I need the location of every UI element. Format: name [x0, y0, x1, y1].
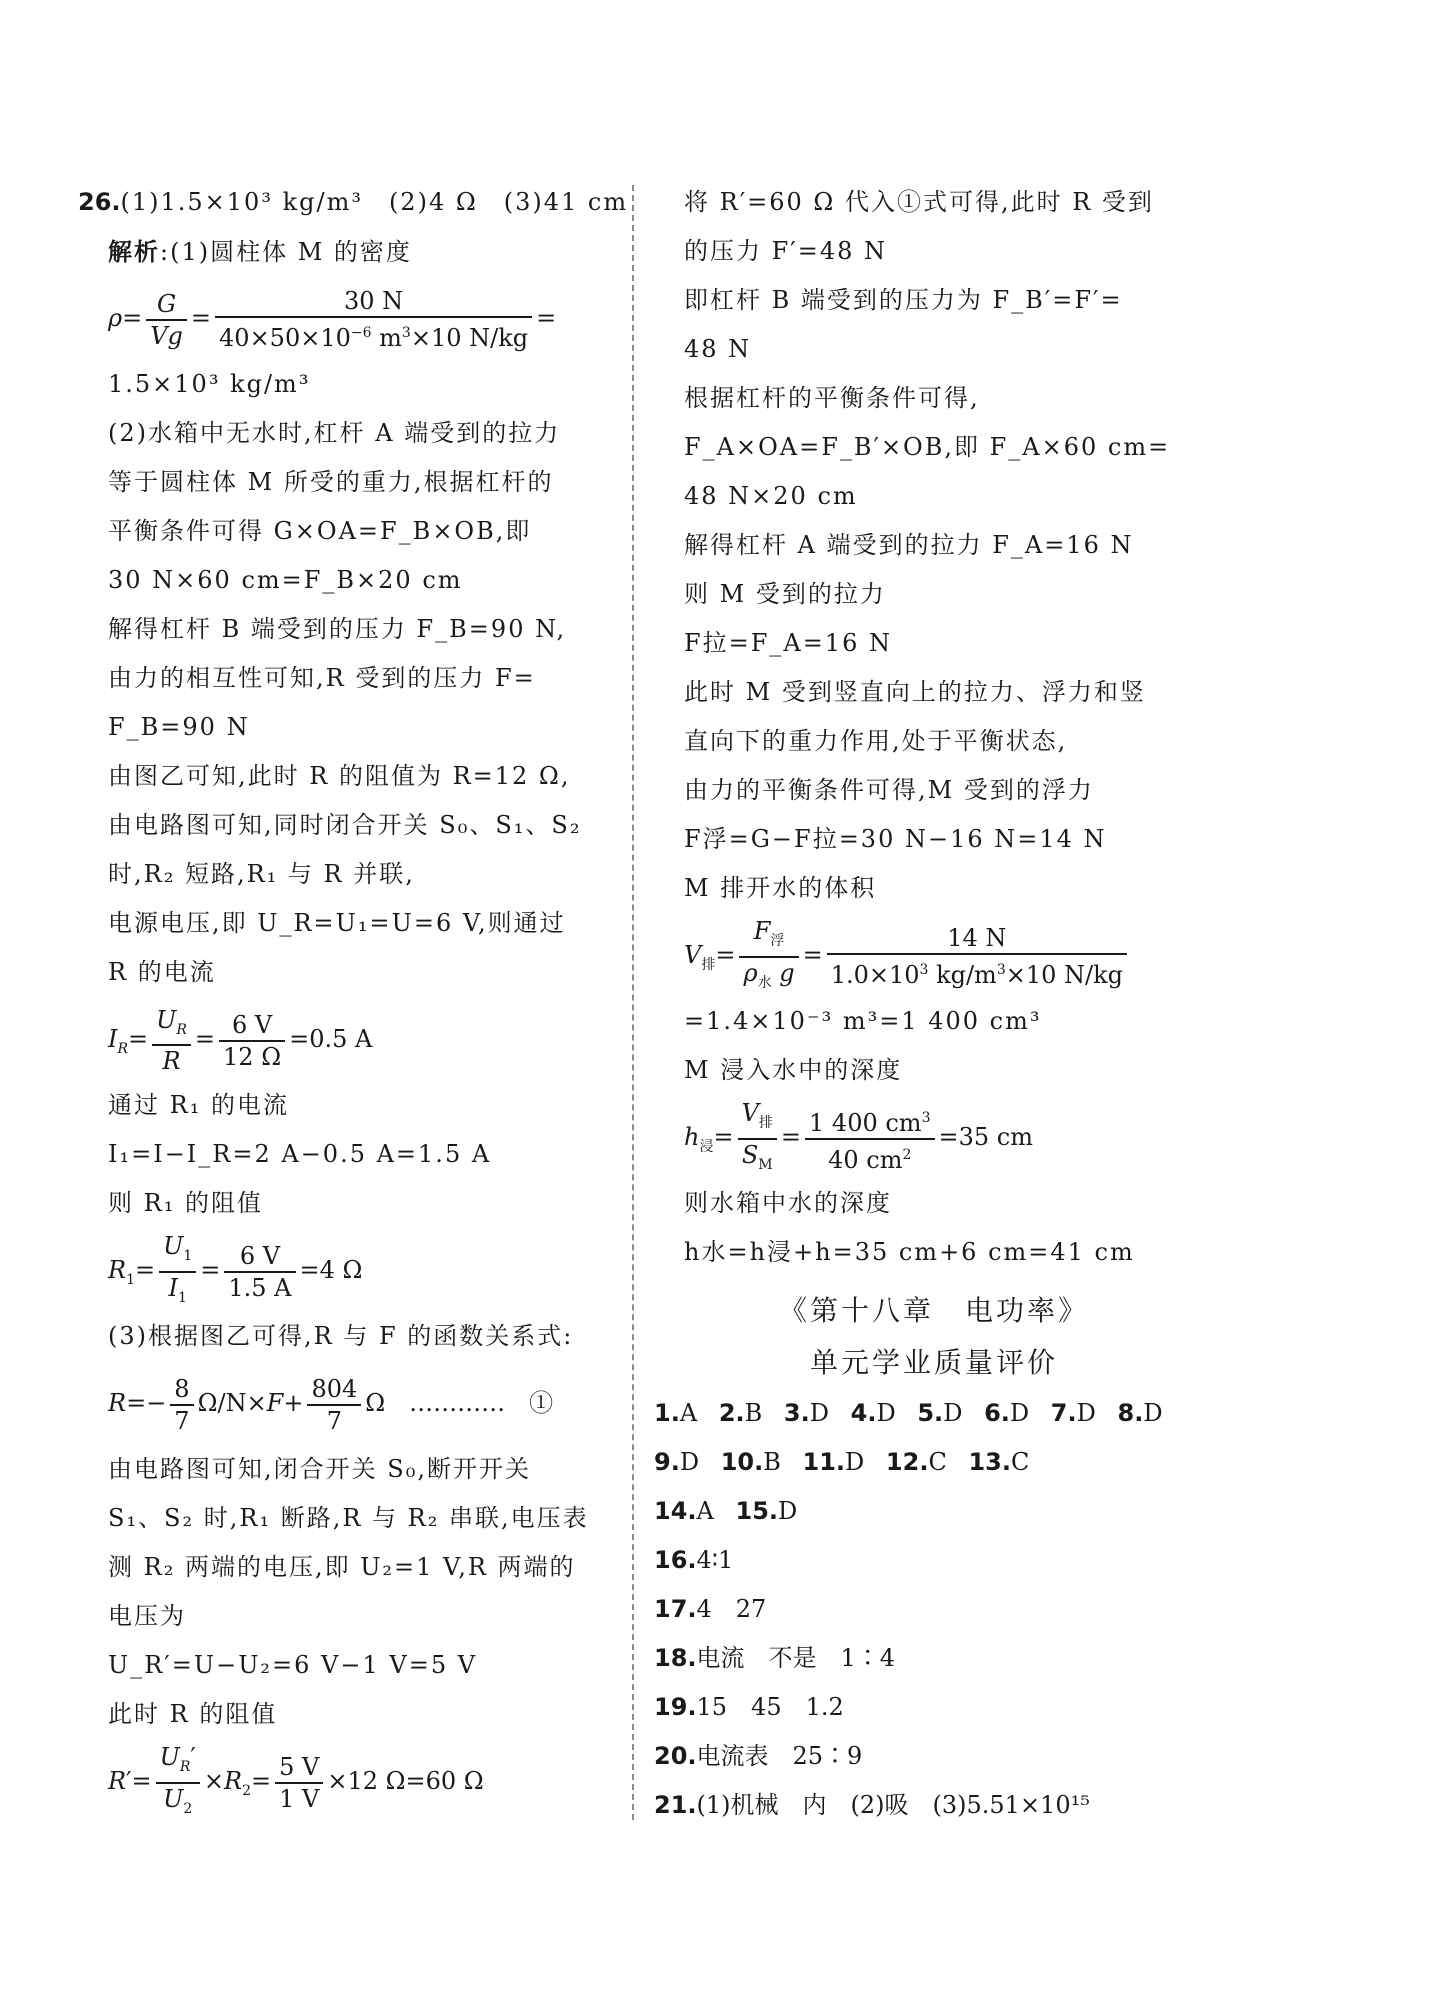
text-line: 由电路图可知,闭合开关 S₀,断开开关 — [108, 1455, 531, 1483]
right-text-lines — [654, 178, 1214, 913]
part3-lines — [78, 1445, 608, 1739]
text-line: 时,R₂ 短路,R₁ 与 R 并联, — [108, 860, 415, 888]
analysis-heading — [78, 227, 608, 276]
answer-value: D — [1076, 1399, 1096, 1427]
text-line: 等于圆柱体 M 所受的重力,根据杠杆的 — [108, 468, 554, 496]
text-line: 此时 R 的阻值 — [108, 1700, 278, 1728]
answer-number: 3. — [783, 1399, 810, 1427]
text-line: 由电路图可知,同时闭合开关 S₀、S₁、S₂ — [108, 811, 582, 839]
answer-value: D — [1009, 1399, 1030, 1427]
analysis-label: 解析 — [108, 237, 160, 266]
answer-number: 12. — [885, 1448, 929, 1476]
fill-answer-row — [654, 1585, 1214, 1634]
answer-value: B — [744, 1399, 763, 1427]
answer-number: 2. — [718, 1399, 745, 1427]
answer-value: D — [1143, 1399, 1163, 1427]
answer-number: 4. — [850, 1399, 877, 1427]
answer-value: D — [943, 1399, 963, 1427]
analysis-start: :(1)圆柱体 M 的密度 — [160, 238, 412, 266]
answer-number: 20. — [654, 1742, 697, 1770]
text-line: F浮=G−F拉=30 N−16 N=14 N — [684, 825, 1107, 853]
answer-row — [654, 1487, 1214, 1536]
text-line: R 的电流 — [108, 958, 216, 986]
function-formula: R=− $\frac{8}{7}$ Ω/N×F+ $\frac{804}{7}$ Ω ………… ① — [108, 1374, 554, 1435]
left-column — [78, 178, 629, 1823]
text-line: M 排开水的体积 — [684, 874, 877, 902]
text-line: 由力的相互性可知,R 受到的压力 F= — [108, 664, 536, 692]
fill-answer-row — [654, 1634, 1214, 1683]
answer-value: 4 27 — [696, 1595, 767, 1623]
answer-value: A — [679, 1399, 698, 1427]
right-column — [654, 178, 1214, 1830]
text-line: 由力的平衡条件可得,M 受到的浮力 — [684, 776, 1094, 804]
answer-number: 19. — [654, 1693, 697, 1721]
text-line: 的压力 F′=48 N — [684, 237, 888, 265]
answer-value: D — [679, 1448, 700, 1476]
text-line: S₁、S₂ 时,R₁ 断路,R 与 R₂ 串联,电压表 — [108, 1504, 589, 1532]
part3-line: (3)根据图乙可得,R 与 F 的函数关系式: — [108, 1322, 574, 1350]
text-line: 48 N×20 cm — [684, 482, 858, 510]
answer-number: 16. — [654, 1546, 697, 1574]
answer-number: 7. — [1050, 1399, 1077, 1427]
answer-value: B — [763, 1448, 781, 1476]
text-line: 平衡条件可得 G×OA=F_B×OB,即 — [108, 517, 532, 545]
answer-row — [654, 1389, 1214, 1438]
answer-value: C — [928, 1448, 947, 1476]
answer-number: 17. — [654, 1595, 697, 1623]
text-line: 解得杠杆 B 端受到的压力 F_B=90 N, — [108, 615, 567, 643]
vpai-result: =1.4×10⁻³ m³=1 400 cm³ — [684, 1007, 1042, 1035]
r1-label: 则 R₁ 的阻值 — [108, 1189, 263, 1217]
text-line: F拉=F_A=16 N — [684, 629, 893, 657]
answer-number: 10. — [720, 1448, 764, 1476]
answer-value: D — [845, 1448, 865, 1476]
text-line: F_A×OA=F_B′×OB,即 F_A×60 cm= — [684, 433, 1171, 461]
text-line: 测 R₂ 两端的电压,即 U₂=1 V,R 两端的 — [108, 1553, 576, 1581]
text-line: 48 N — [684, 335, 752, 363]
answer-value: 15 45 1.2 — [696, 1693, 844, 1721]
text-line: 电源电压,即 U_R=U₁=U=6 V,则通过 — [108, 909, 566, 937]
column-divider — [632, 185, 634, 1820]
chapter-subtitle: 单元学业质量评价 — [809, 1346, 1058, 1379]
q26-answer: (1)1.5×10³ kg/m³ (2)4 Ω (3)41 cm — [120, 188, 629, 216]
r1-formula: $R_1=$ $\frac{U_1}{I_1}$ = $\frac{6 V}{1.5 A}$ =4 Ω — [108, 1231, 363, 1306]
fill-answer-row — [654, 1536, 1214, 1585]
answer-value: 电流 不是 1∶4 — [696, 1644, 896, 1672]
answer-number: 18. — [654, 1644, 697, 1672]
answer-number: 5. — [917, 1399, 944, 1427]
answer-number: 15. — [735, 1497, 779, 1525]
answer-number: 14. — [654, 1497, 697, 1525]
answer-value: A — [696, 1497, 714, 1525]
question-number: 26. — [78, 188, 121, 216]
text-line: F_B=90 N — [108, 713, 250, 741]
answer-value: D — [876, 1399, 896, 1427]
ir-formula: $I_R=$ $\frac{U_R}{R}$ = $\frac{6 V}{12 \Omega}$ =0.5 A — [108, 1005, 373, 1076]
water-label: 则水箱中水的深度 — [684, 1189, 892, 1217]
answer-value: D — [778, 1497, 798, 1525]
answer-number: 9. — [654, 1448, 680, 1476]
through-r1: 通过 R₁ 的电流 — [108, 1091, 289, 1119]
text-line: (2)水箱中无水时,杠杆 A 端受到的拉力 — [108, 419, 561, 447]
answer-number: 21. — [654, 1791, 697, 1819]
answer-row — [654, 1438, 1214, 1487]
text-line: U_R′=U−U₂=6 V−1 V=5 V — [108, 1651, 478, 1679]
text-line: 此时 M 受到竖直向上的拉力、浮力和竖 — [684, 678, 1146, 706]
i1-equation: I₁=I−I_R=2 A−0.5 A=1.5 A — [108, 1140, 492, 1168]
text-line: 将 R′=60 Ω 代入①式可得,此时 R 受到 — [684, 188, 1154, 216]
answer-number: 8. — [1117, 1399, 1144, 1427]
fill-answer-row — [654, 1781, 1214, 1830]
answer-number: 6. — [984, 1399, 1010, 1427]
chapter-title: 《第十八章 电功率》 — [778, 1294, 1089, 1327]
answer-number: 11. — [802, 1448, 846, 1476]
text-line: 电压为 — [108, 1602, 186, 1630]
part2-lines — [78, 409, 608, 997]
answer-value: D — [809, 1399, 829, 1427]
answer-value: 电流表 25∶9 — [696, 1742, 863, 1770]
text-line: 30 N×60 cm=F_B×20 cm — [108, 566, 463, 594]
vpai-formula: $V_排=$ $\frac{F_浮}{\rho_水 g}$ = $\frac{14 N}{1.0\times 10^3 kg/m^3\times 10 N/kg}$ — [654, 913, 1214, 997]
answer-number: 13. — [968, 1448, 1011, 1476]
text-line: 解得杠杆 A 端受到的拉力 F_A=16 N — [684, 531, 1134, 559]
text-line: 则 M 受到的拉力 — [684, 580, 886, 608]
fill-answer-row — [654, 1683, 1214, 1732]
answer-value: 4∶1 — [696, 1546, 734, 1574]
q26-answer-line — [78, 178, 629, 227]
rho-formula: ρ= $\frac{G}{Vg}$ = $\frac{30 N}{40\times 50\times 10^{-6} m^3\times 10 N/kg}$ = — [108, 287, 557, 352]
fill-answer-row — [654, 1732, 1214, 1781]
depth-label: M 浸入水中的深度 — [684, 1056, 903, 1084]
hjin-formula: $h_浸=$ $\frac{V_排}{S_M}$ = $\frac{1 400 cm^3}{40 cm^2}$ =35 cm — [684, 1098, 1033, 1174]
hshui-equation: h水=h浸+h=35 cm+6 cm=41 cm — [684, 1238, 1135, 1266]
answer-number: 1. — [654, 1399, 680, 1427]
rho-result: 1.5×10³ kg/m³ — [108, 370, 311, 398]
text-line: 由图乙可知,此时 R 的阻值为 R=12 Ω, — [108, 762, 571, 790]
text-line: 直向下的重力作用,处于平衡状态, — [684, 727, 1068, 755]
rprime-formula: R′= $\frac{U_R'}{U_2}$ $\times R_2=$ $\frac{5 V}{1 V}$ ×12 Ω=60 Ω — [108, 1742, 484, 1817]
answer-value: (1)机械 内 (2)吸 (3)5.51×10¹⁵ — [696, 1791, 1090, 1819]
text-line: 即杠杆 B 端受到的压力为 F_B′=F′= — [684, 286, 1123, 314]
answer-value: C — [1010, 1448, 1030, 1476]
text-line: 根据杠杆的平衡条件可得, — [684, 384, 980, 412]
